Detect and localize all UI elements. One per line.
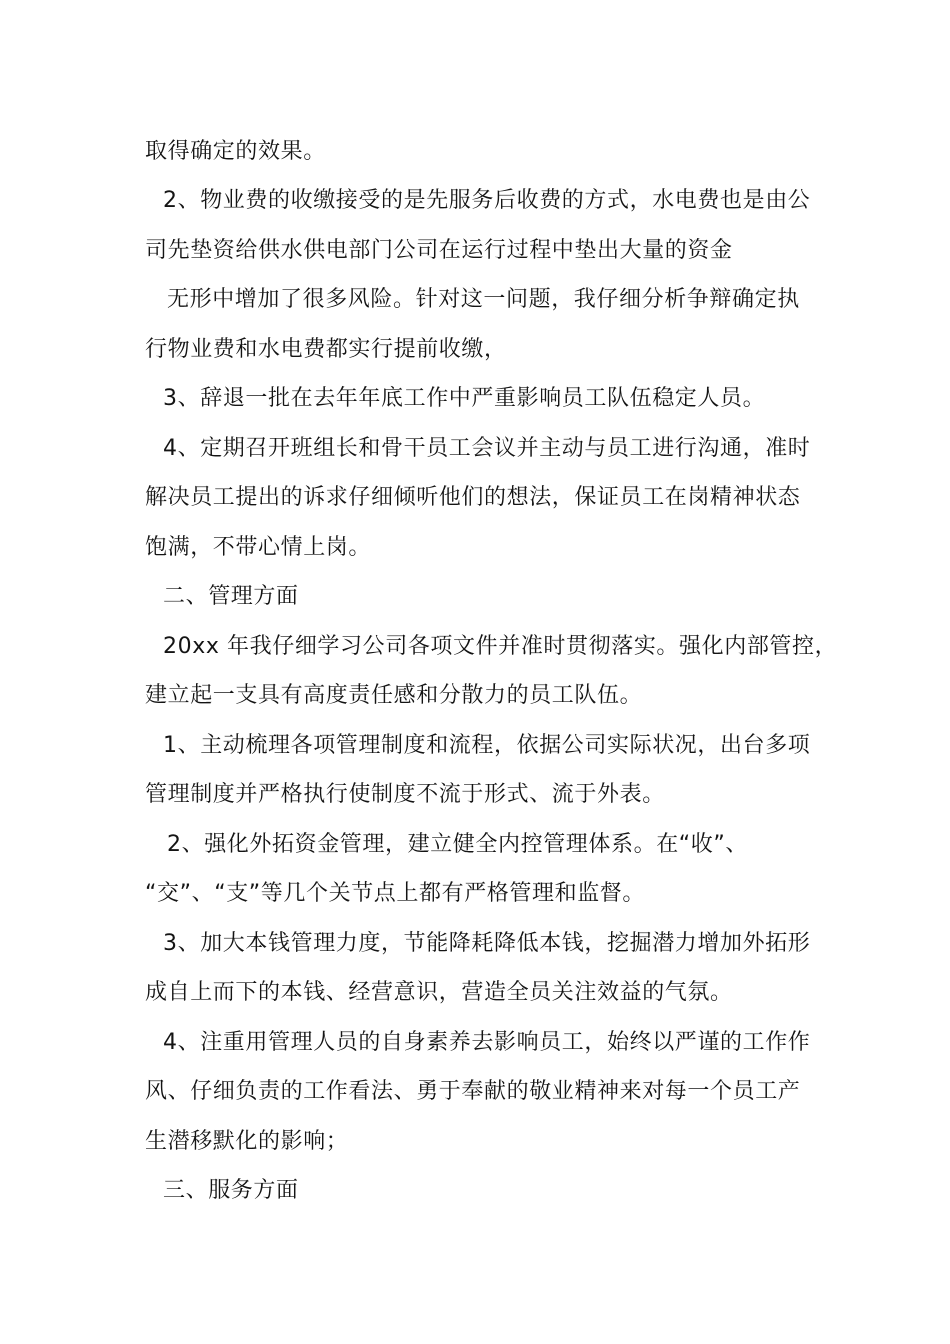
paragraph-line: 司先垫资给供水供电部门公司在运行过程中垫出大量的资金 bbox=[145, 238, 733, 263]
paragraph-line: 取得确定的效果。 bbox=[145, 139, 326, 164]
paragraph-line: 建立起一支具有高度责任感和分散力的员工队伍。 bbox=[145, 683, 643, 708]
paragraph-line: 4、注重用管理人员的自身素养去影响员工，始终以严谨的工作作 bbox=[163, 1030, 811, 1055]
paragraph-line: 成自上而下的本钱、经营意识，营造全员关注效益的气氛。 bbox=[145, 980, 733, 1005]
paragraph-line: 无形中增加了很多风险。针对这一问题，我仔细分析争辩确定执 bbox=[167, 287, 800, 312]
paragraph-line: 管理制度并严格执行使制度不流于形式、流于外表。 bbox=[145, 782, 665, 807]
paragraph-line: 2、物业费的收缴接受的是先服务后收费的方式，水电费也是由公 bbox=[163, 188, 811, 213]
paragraph-line: 行物业费和水电费都实行提前收缴， bbox=[145, 337, 507, 362]
paragraph-line: 饱满，不带心情上岗。 bbox=[145, 535, 372, 560]
paragraph-line: 4、定期召开班组长和骨干员工会议并主动与员工进行沟通，准时 bbox=[163, 436, 811, 461]
paragraph-line: 3、加大本钱管理力度，节能降耗降低本钱，挖掘潜力增加外拓形 bbox=[163, 931, 811, 956]
section-heading: 三、服务方面 bbox=[163, 1178, 299, 1203]
paragraph-line: 3、辞退一批在去年年底工作中严重影响员工队伍稳定人员。 bbox=[163, 386, 766, 411]
paragraph-line: 2、强化外拓资金管理，建立健全内控管理体系。在“收”、 bbox=[167, 832, 748, 857]
paragraph-line: 20xx 年我仔细学习公司各项文件并准时贯彻落实。强化内部管控， bbox=[163, 634, 838, 659]
paragraph-line: 解决员工提出的诉求仔细倾听他们的想法，保证员工在岗精神状态 bbox=[145, 485, 801, 510]
paragraph-line: “交”、“支”等几个关节点上都有严格管理和监督。 bbox=[145, 881, 645, 906]
section-heading: 二、管理方面 bbox=[163, 584, 299, 609]
paragraph-line: 1、主动梳理各项管理制度和流程，依据公司实际状况，出台多项 bbox=[163, 733, 811, 758]
paragraph-line: 风、仔细负责的工作看法、勇于奉献的敬业精神来对每一个员工产 bbox=[145, 1079, 801, 1104]
paragraph-line: 生潜移默化的影响； bbox=[145, 1129, 349, 1154]
